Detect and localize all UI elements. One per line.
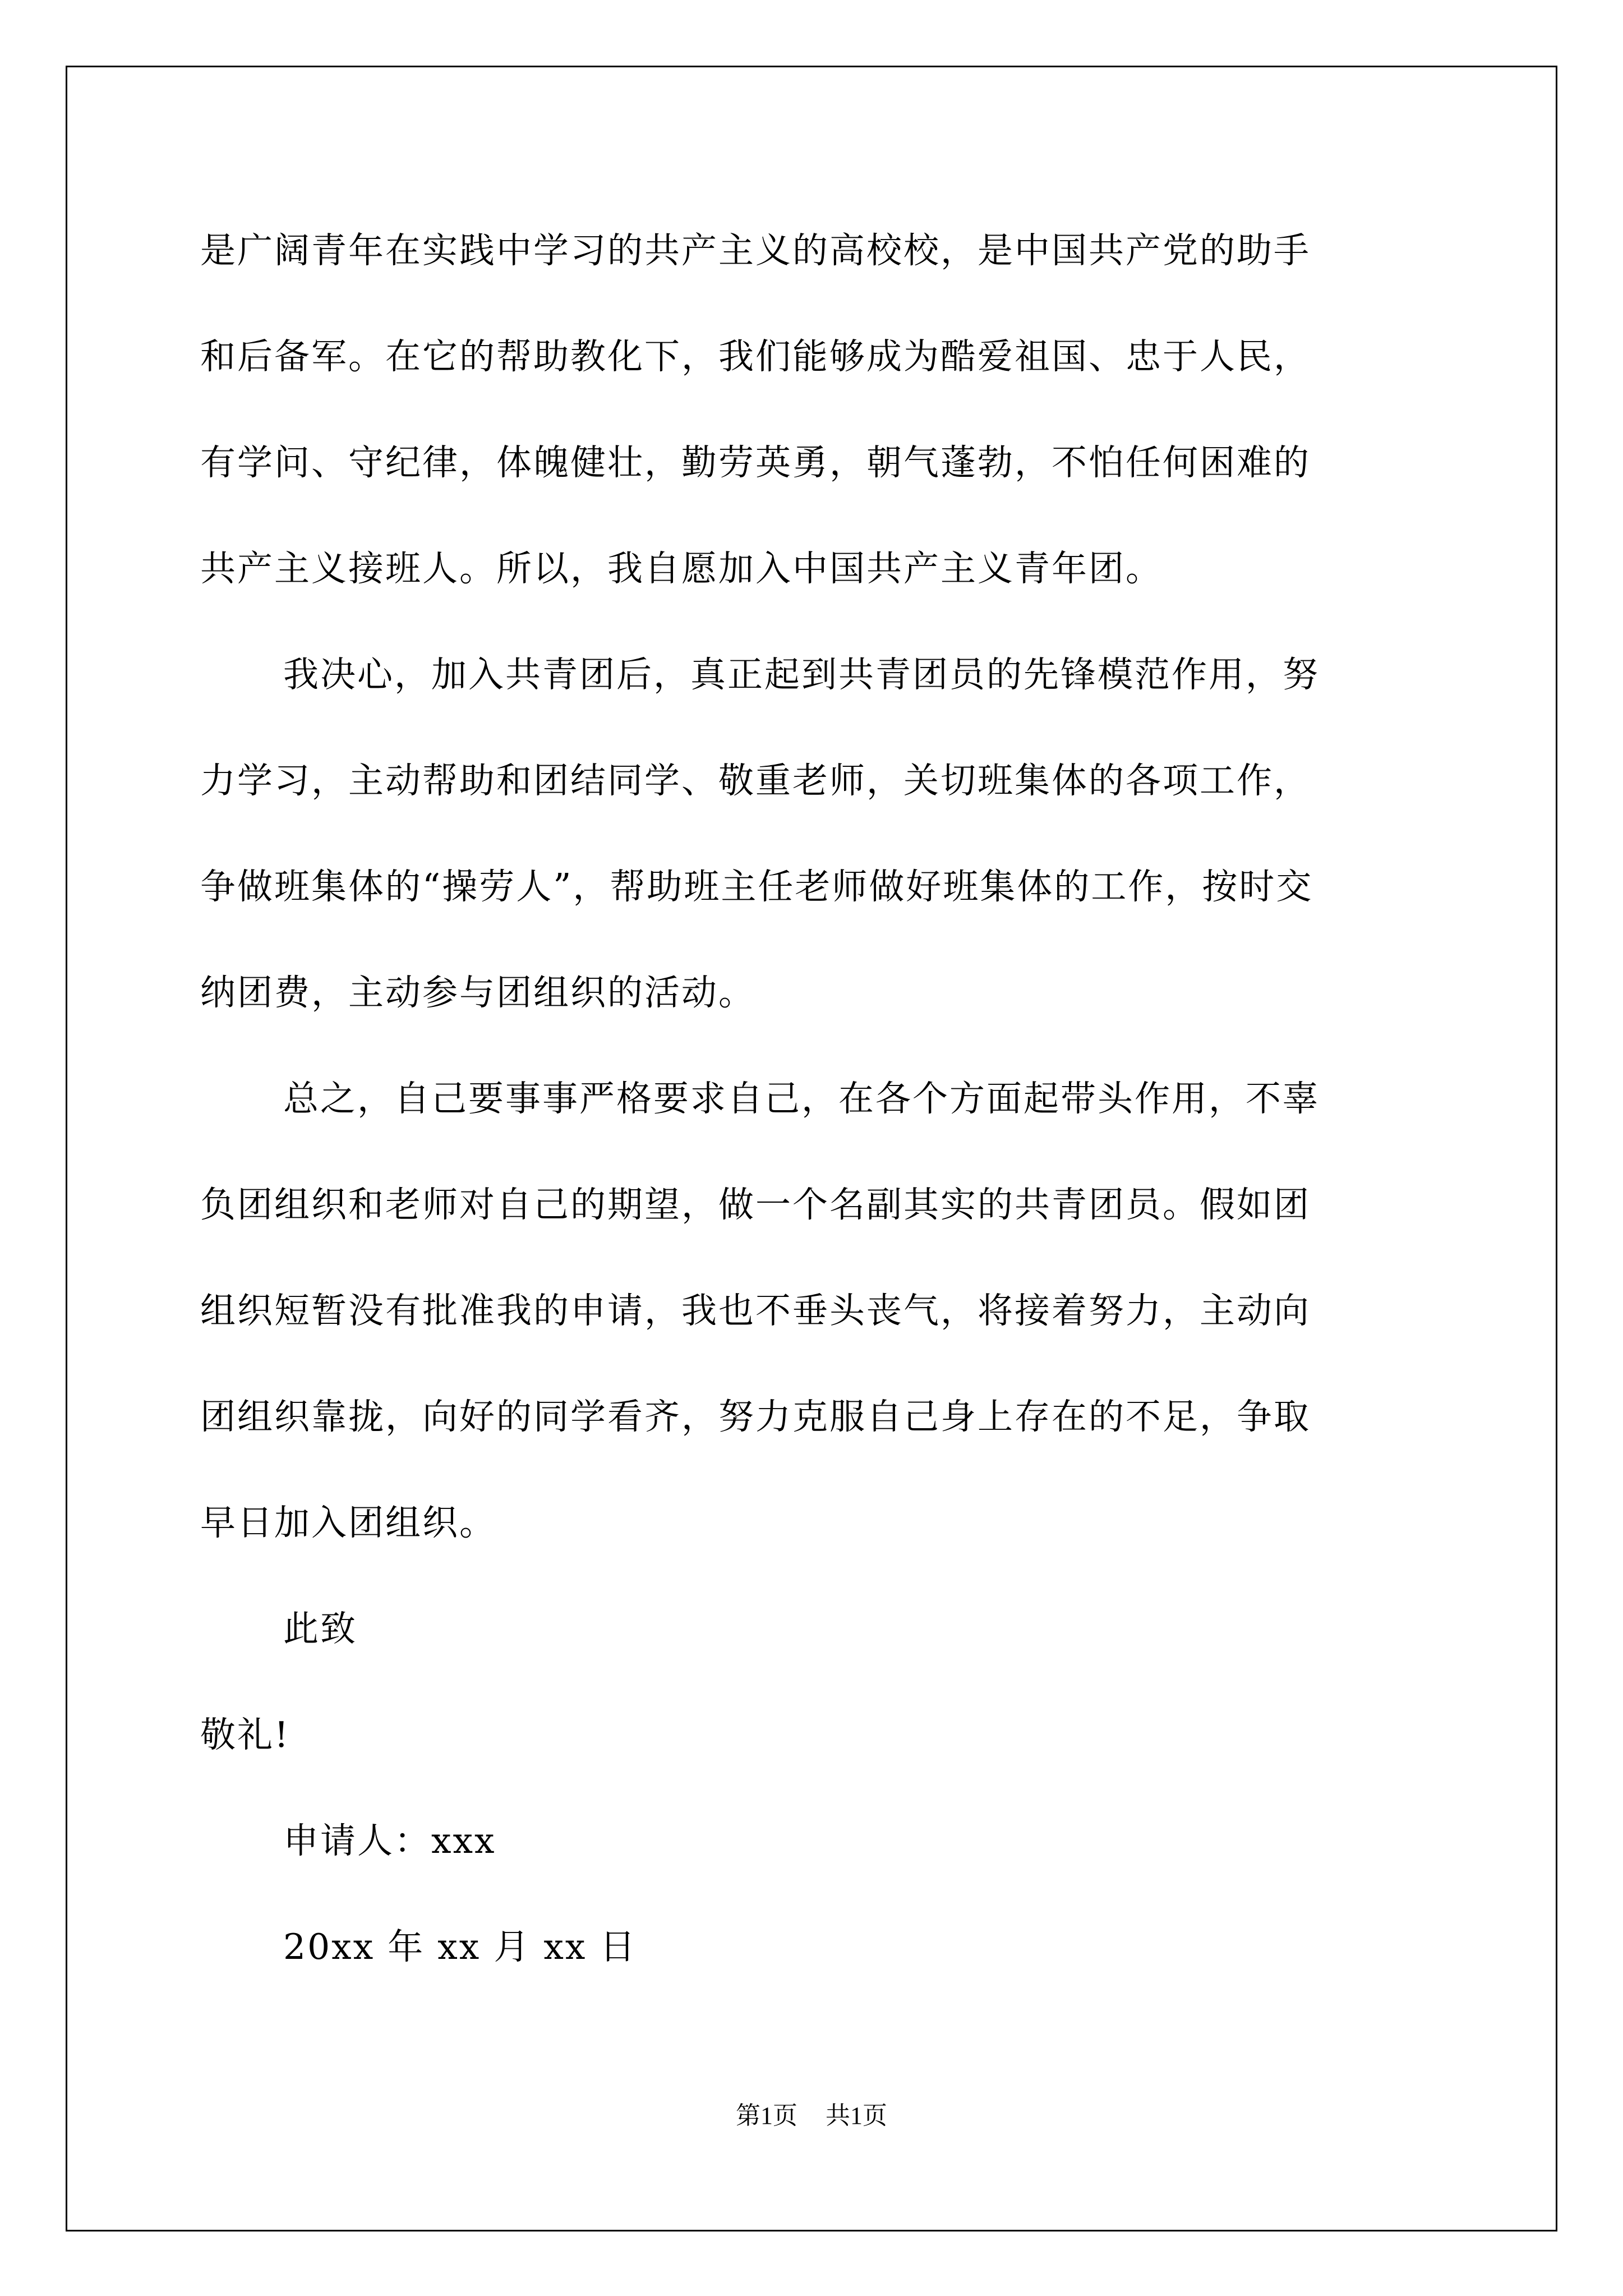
- paragraph-line: 是广阔青年在实践中学习的共产主义的高校校，是中国共产党的助手: [200, 230, 1311, 271]
- page-total: 共1页: [826, 2102, 887, 2129]
- closing: 此致: [283, 1608, 357, 1649]
- paragraph-line: 争做班集体的“操劳人”，帮助班主任老师做好班集体的工作，按时交: [200, 866, 1313, 907]
- applicant: 申请人：xxx: [283, 1820, 496, 1861]
- paragraph-line: 共产主义接班人。所以，我自愿加入中国共产主义青年团。: [200, 548, 1163, 589]
- letter-body: [200, 197, 1434, 2000]
- paragraph-line: 早日加入团组织。: [200, 1502, 496, 1543]
- paragraph-line: 有学问、守纪律，体魄健壮，勤劳英勇，朝气蓬勃，不怕任何困难的: [200, 442, 1311, 483]
- date: 20xx 年 xx 月 xx 日: [283, 1926, 637, 1967]
- paragraph-line: 纳团费，主动参与团组织的活动。: [200, 972, 755, 1013]
- paragraph-line: 力学习，主动帮助和团结同学、敬重老师，关切班集体的各项工作，: [200, 760, 1311, 801]
- paragraph-line: 团组织靠拢，向好的同学看齐，努力克服自己身上存在的不足，争取: [200, 1396, 1311, 1437]
- paragraph-line: 组织短暂没有批准我的申请，我也不垂头丧气，将接着努力，主动向: [200, 1290, 1311, 1331]
- paragraph-line: 和后备军。在它的帮助教化下，我们能够成为酷爱祖国、忠于人民，: [200, 336, 1311, 377]
- paragraph-line: 总之，自己要事事严格要求自己，在各个方面起带头作用，不辜: [283, 1078, 1320, 1119]
- page-number: 第1页: [736, 2102, 797, 2129]
- salute: 敬礼!: [200, 1714, 291, 1755]
- page-footer: [0, 2095, 1623, 2131]
- paragraph-line: 负团组织和老师对自己的期望，做一个名副其实的共青团员。假如团: [200, 1184, 1311, 1225]
- paragraph-line: 我决心，加入共青团后，真正起到共青团员的先锋模范作用，努: [283, 654, 1320, 695]
